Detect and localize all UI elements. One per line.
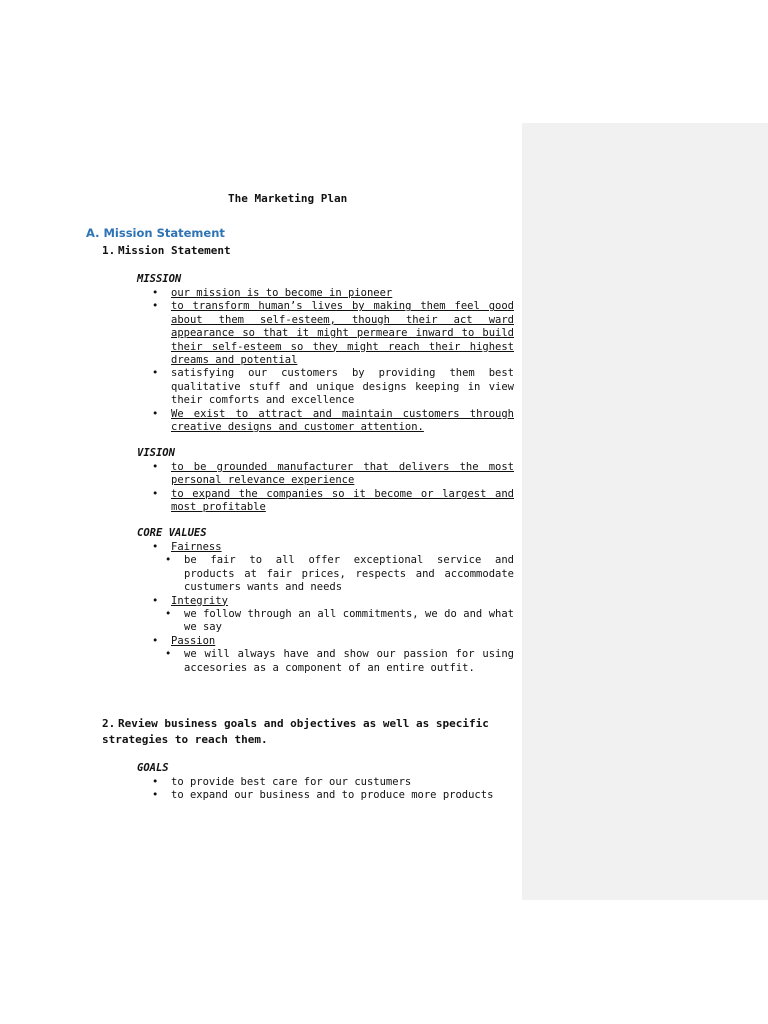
list-item [150,789,514,802]
bullet-icon: • [152,634,159,647]
heading-number: 2. [102,717,116,730]
bullet-icon: • [165,554,172,567]
list-item-text: to expand our business and to produce more products [171,789,494,802]
bullet-icon: • [152,776,159,788]
numbered-heading-2 [102,716,512,748]
list-item [150,300,514,367]
list-item-text: to transform human’s lives by making them feel good about them self-esteem, though their act ward appearance so that it might permeare inward to build their self-esteem so they might reach their highest dreams and potential [171,300,514,367]
core-value-detail-list [150,608,514,635]
heading-text: Mission Statement [118,244,231,257]
vision-list [150,461,514,515]
heading-number: 1. [102,244,116,257]
document-title: The Marketing Plan [228,192,348,205]
bullet-icon: • [152,367,159,380]
core-value-label: Passion [171,634,216,647]
mission-list [150,287,514,434]
core-value-detail: we will always have and show our passion for using accesories as a component of an entire outfit. [184,648,514,674]
bullet-icon: • [152,594,159,607]
list-item [150,367,514,407]
list-item [150,648,514,675]
list-item-text: our mission is to become in pioneer [171,287,393,299]
vision-heading: VISION [137,447,175,459]
bullet-icon: • [152,300,159,313]
list-item-text: to expand the companies so it become or largest and most profitable [171,487,514,514]
goals-heading: GOALS [137,762,169,774]
bullet-icon: • [152,789,159,802]
numbered-heading-1 [102,243,231,259]
bullet-icon: • [165,648,172,661]
core-value-detail-list [150,648,514,675]
list-item [150,635,514,675]
list-item [150,595,514,635]
bullet-icon: • [152,461,159,473]
core-value-label: Fairness [171,541,222,553]
core-value-detail: we follow through an all commitments, we do and what we say [184,608,514,634]
list-item-text: satisfying our customers by providing them best qualitative stuff and unique designs keeping in view their comforts and excellence [171,367,514,407]
core-values-heading: CORE VALUES [137,527,207,539]
bullet-icon: • [152,407,159,420]
heading-text: Review business goals and objectives as well as specific strategies to reach them. [102,717,489,746]
bullet-icon: • [152,287,159,299]
bullet-icon: • [152,541,159,553]
bullet-icon: • [165,608,172,621]
list-item [150,541,514,595]
section-heading-a: A. Mission Statement [86,226,225,240]
core-value-detail: be fair to all offer exceptional service and products at fair prices, respects and accommodate custumers wants and needs [184,554,514,594]
goals-list [150,776,514,803]
core-value-label: Integrity [171,594,228,607]
core-value-detail-list [150,554,514,594]
bullet-icon: • [152,487,159,500]
mission-heading: MISSION [137,273,182,285]
list-item [150,461,514,488]
list-item-text: to provide best care for our custumers [171,776,412,788]
list-item [150,554,514,594]
core-values-list [150,541,514,675]
list-item [150,287,514,300]
list-item-text: to be grounded manufacturer that delivers the most personal relevance experience [171,461,514,487]
list-item [150,488,514,515]
comment-pane [522,123,768,900]
list-item [150,776,514,789]
list-item [150,408,514,435]
list-item-text: We exist to attract and maintain customers through creative designs and customer attention. [171,407,514,434]
list-item [150,608,514,635]
